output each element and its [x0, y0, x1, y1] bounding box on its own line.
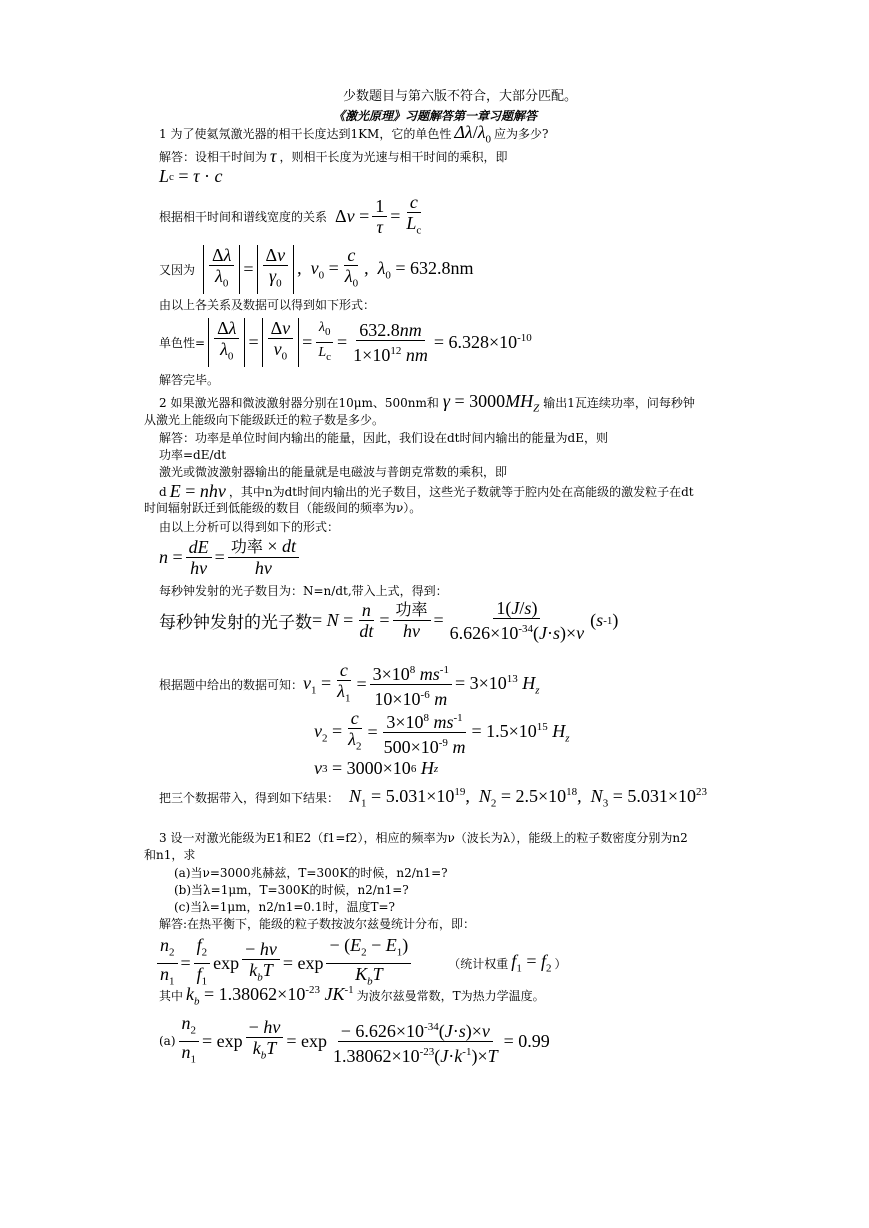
q3-part-b: (b)当λ=1μm，T=300K的时候，n2/n1=? — [174, 883, 409, 897]
q2-question: 2 如果激光器和微波激射器分别在10μm、500nm和 $\gamma = 3000MH_Z$ 输出1瓦连续功率，问每秒钟 — [159, 391, 695, 415]
q2-nu3: ν 3 = 3000×10 6 H z — [314, 758, 439, 778]
top-note: 少数题目与第六版不符合，大部分匹配。 — [343, 89, 578, 104]
q1-done: 解答完毕。 — [159, 373, 220, 387]
q2-question-line2: 从激光上能级向下能级跃迁的粒子数是多少。 — [144, 413, 385, 427]
q2-derive-label: 由以上分析可以得到如下的形式： — [159, 520, 340, 534]
q3-answer-intro: 解答:在热平衡下，能级的粒子数按波尔兹曼统计分布，即： — [159, 917, 476, 931]
q2-answer-line5: 时间辐射跃迁到低能级的数目（能级间的频率为ν）。 — [144, 501, 422, 515]
q2-eq-N: 每秒钟发射的光子数 = N = $\frac{n}{dt}$ = $\frac{\text{功率}}{h\nu}$ = $\frac{1(J/s)}{6.626\times 10^{-34}(J\cdot s)\times\nu}$ ( s -1 ) — [159, 598, 619, 643]
q2-nu2: $\nu_2$ = $\frac{c}{\lambda_2}$ = $\frac{3\times 10^8 ms^{-1}}{500\times 10^{-9} m}$ = $1.5\times 10^{15}$ $H_z$ — [314, 708, 570, 757]
q3-part-a-solution: (a) $\frac{n_2}{n_1}$ = exp $\frac{- h\nu}{k_bT}$ = exp $\frac{- 6.626\times 10^{-34}(J\cdot s)\times\nu}{1.38062\times 10^{-23}(J\cdot k^{-1})\times T}$ = 0.99 — [159, 1013, 550, 1066]
q2-answer-line4: d E = nhν ，其中n为dt时间内输出的光子数目，这些光子数就等于腔内处在高能级的激发粒子在dt — [159, 481, 694, 501]
q2-results: 把三个数据带入，得到如下结果： $N_1 = 5.031\times 10^{19}$ , $N_2 = 2.5\times 10^{18}$ , $N_3 = 5.031\times 10^{23}$ — [159, 786, 707, 810]
q2-answer-line1: 解答：功率是单位时间内输出的能量，因此，我们设在dt时间内输出的能量为dE，则 — [159, 431, 608, 445]
q2-per-second-label: 每秒钟发射的光子数目为：N=n/dt,带入上式，得到： — [159, 584, 448, 598]
q1-relation: 根据相干时间和谱线宽度的关系 Δν = $\frac{1}{\tau}$ = $\frac{c}{L_c}$ — [159, 192, 422, 237]
q3-kb: 其中 $k_b = 1.38062\times 10^{-23}$ $JK^{-1}$ 为波尔兹曼常数，T为热力学温度。 — [159, 984, 545, 1008]
q1-derive-label: 由以上各关系及数据可以得到如下形式： — [159, 298, 376, 312]
q2-answer-line3: 激光或微波激射器输出的能量就是电磁波与普朗克常数的乘积，即 — [159, 465, 508, 479]
q1-eq-coherence-length: L c = τ · c — [159, 166, 223, 186]
q1-because: 又因为 $\frac{\Delta\lambda}{\lambda_0}$ = $\frac{\Delta\nu}{\gamma_0}$ , $\nu_0$ = $\frac{c}{\lambda_0}$ , $\lambda_0 = 632.8nm$ — [159, 245, 474, 294]
q2-answer-line2: 功率=dE/dt — [159, 448, 227, 462]
q3-question-line1: 3 设一对激光能级为E1和E2（f1=f2），相应的频率为ν（波长为λ），能级上的粒子数密度分别为n2 — [159, 831, 688, 845]
q3-part-a: (a)当ν=3000兆赫兹，T=300K的时候，n2/n1=? — [174, 866, 448, 880]
doc-title: 《激光原理》习题解答第一章习题解答 — [333, 109, 538, 123]
q3-question-line2: 和n1，求 — [144, 848, 196, 862]
q1-question: 1 为了使氦氖激光器的相干长度达到1KM，它的单色性 $\Delta\lambda/\lambda_0$ 应为多少? — [159, 122, 549, 146]
q1-monochromaticity: 单色性= $\frac{\Delta\lambda}{\lambda_0}$ = $\frac{\Delta\nu}{\nu_0}$ = $\frac{\lambda_0}{L_c}$ = $\frac{632.8nm}{1\times 10^{12} nm}$ = $6.328\times 10^{-10}$ — [159, 318, 532, 365]
q2-nu1: 根据题中给出的数据可知： $\nu_1$ = $\frac{c}{\lambda_1}$ = $\frac{3\times 10^8 ms^{-1}}{10\times 10^{-6} m}$ = $3\times 10^{13}$ $H_z$ — [159, 660, 540, 709]
q1-answer-intro: 解答：设相干时间为 τ ，则相干长度为光速与相干时间的乘积，即 — [159, 146, 508, 166]
q2-eq-n: n = $\frac{dE}{h\nu}$ = $\frac{\text{功率 × dt}}{h\nu}$ — [159, 536, 302, 578]
q3-part-c: (c)当λ=1μm，n2/n1=0.1时，温度T=? — [174, 900, 395, 914]
q3-eq-boltzmann: $\frac{n_2}{n_1}$ = $\frac{f_2}{f_1}$ exp $\frac{- h\nu}{k_bT}$ = exp $\frac{- (E_2 - E_1)}{K_bT}$ （统计权重 $f_1 = f_2$ ） — [154, 935, 567, 991]
